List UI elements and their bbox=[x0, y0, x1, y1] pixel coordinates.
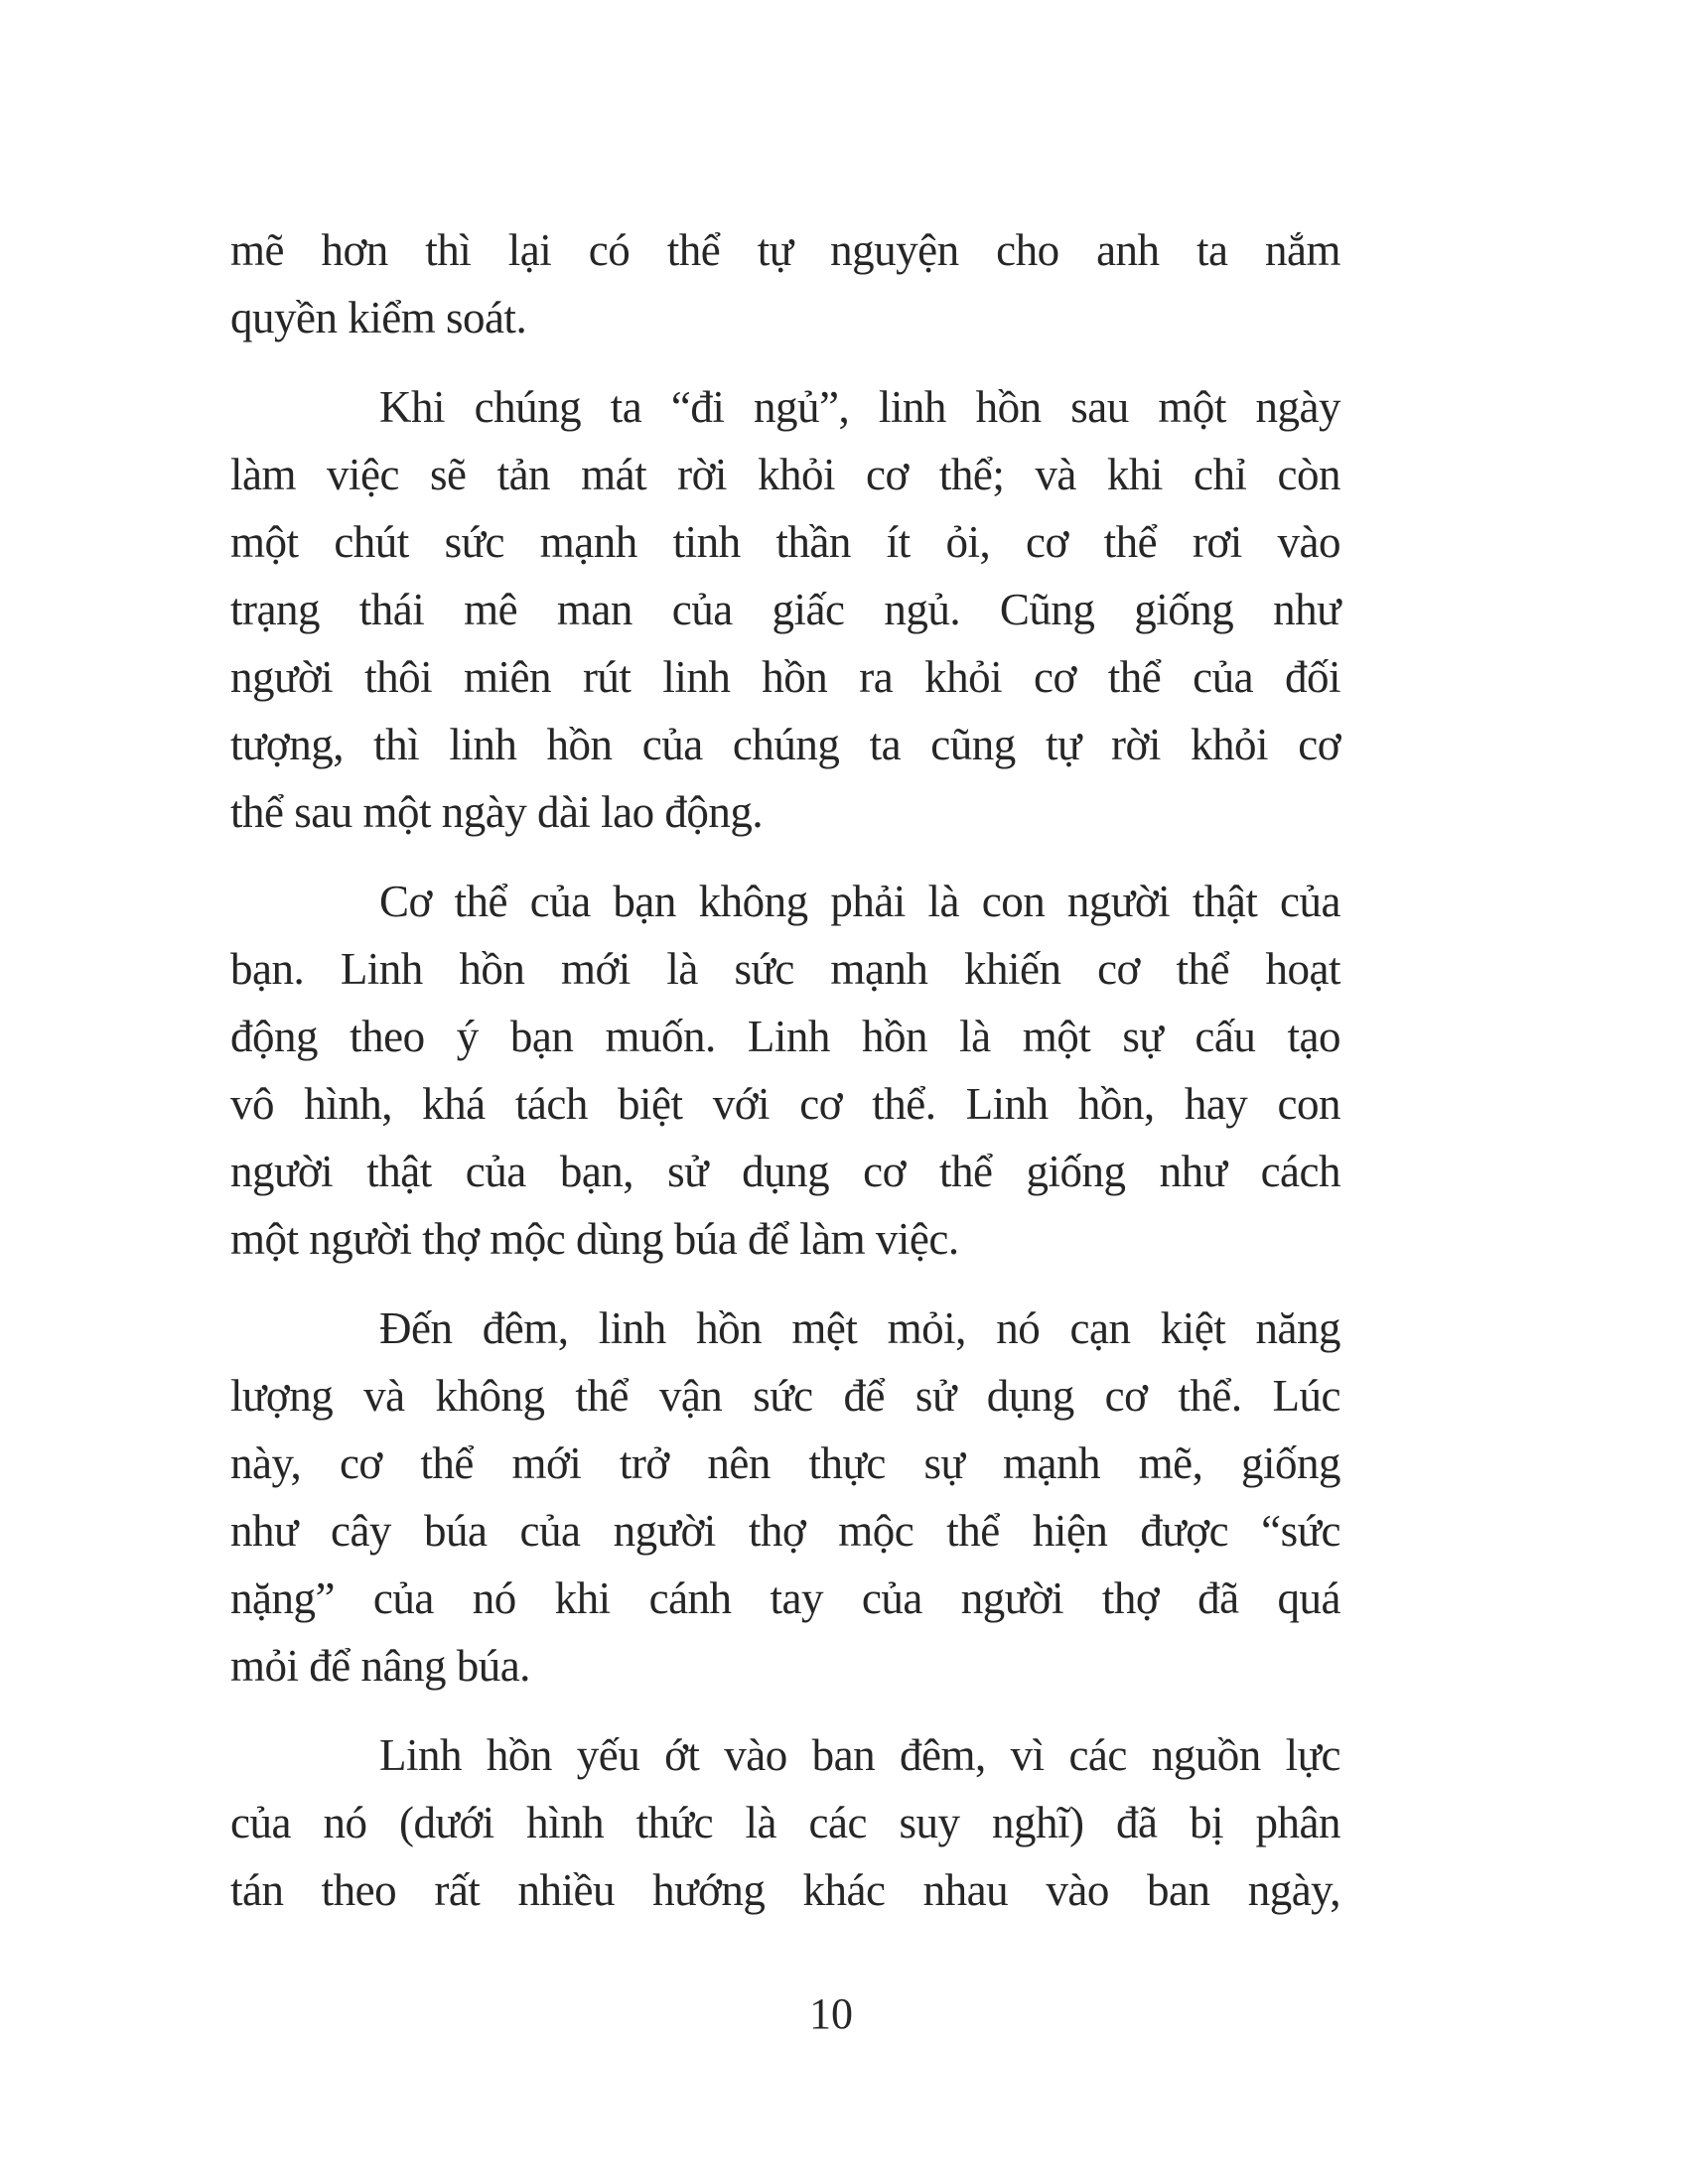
paragraph bbox=[230, 216, 1340, 351]
paragraph bbox=[230, 868, 1340, 1273]
text-line: mẽ hơn thì lại có thể tự nguyện cho anh ta nắm bbox=[230, 225, 1340, 275]
text-line: bạn. Linh hồn mới là sức mạnh khiến cơ thể hoạt bbox=[230, 944, 1340, 994]
text-line: như cây búa của người thợ mộc thể hiện được “sức bbox=[230, 1506, 1340, 1556]
text-line: động theo ý bạn muốn. Linh hồn là một sự cấu tạo bbox=[230, 1012, 1340, 1061]
text-line: vô hình, khá tách biệt với cơ thể. Linh hồn, hay con bbox=[230, 1079, 1340, 1129]
text-line: làm việc sẽ tản mát rời khỏi cơ thể; và khi chỉ còn bbox=[230, 450, 1340, 499]
text-line: trạng thái mê man của giấc ngủ. Cũng giống như bbox=[230, 585, 1340, 634]
text-line: của nó (dưới hình thức là các suy nghĩ) đã bị phân bbox=[230, 1798, 1340, 1847]
paragraph bbox=[230, 1295, 1340, 1700]
text-line: thể sau một ngày dài lao động. bbox=[230, 787, 764, 837]
paragraph bbox=[230, 373, 1340, 846]
text-line: Khi chúng ta “đi ngủ”, linh hồn sau một ngày bbox=[379, 382, 1340, 432]
paragraph bbox=[230, 1721, 1340, 1924]
text-line: này, cơ thể mới trở nên thực sự mạnh mẽ, giống bbox=[230, 1438, 1340, 1488]
text-line: một chút sức mạnh tinh thần ít ỏi, cơ thể rơi vào bbox=[230, 517, 1340, 567]
text-line: nặng” của nó khi cánh tay của người thợ đã quá bbox=[230, 1573, 1340, 1623]
text-line: lượng và không thể vận sức để sử dụng cơ thể. Lúc bbox=[230, 1371, 1340, 1421]
text-line: mỏi để nâng búa. bbox=[230, 1641, 530, 1691]
page-number: 10 bbox=[809, 1989, 853, 2038]
text-line: Linh hồn yếu ớt vào ban đêm, vì các nguồn lực bbox=[379, 1730, 1340, 1780]
text-line: Cơ thể của bạn không phải là con người thật của bbox=[379, 877, 1340, 926]
text-line: Đến đêm, linh hồn mệt mỏi, nó cạn kiệt năng bbox=[379, 1303, 1340, 1353]
text-block bbox=[230, 216, 1340, 1946]
text-line: người thật của bạn, sử dụng cơ thể giống như cách bbox=[230, 1147, 1340, 1196]
text-line: quyền kiểm soát. bbox=[230, 293, 527, 342]
text-line: người thôi miên rút linh hồn ra khỏi cơ thể của đối bbox=[230, 652, 1340, 702]
text-line: tán theo rất nhiều hướng khác nhau vào ban ngày, bbox=[230, 1865, 1340, 1915]
text-line: tượng, thì linh hồn của chúng ta cũng tự rời khỏi cơ bbox=[230, 720, 1340, 769]
text-line: một người thợ mộc dùng búa để làm việc. bbox=[230, 1214, 959, 1264]
